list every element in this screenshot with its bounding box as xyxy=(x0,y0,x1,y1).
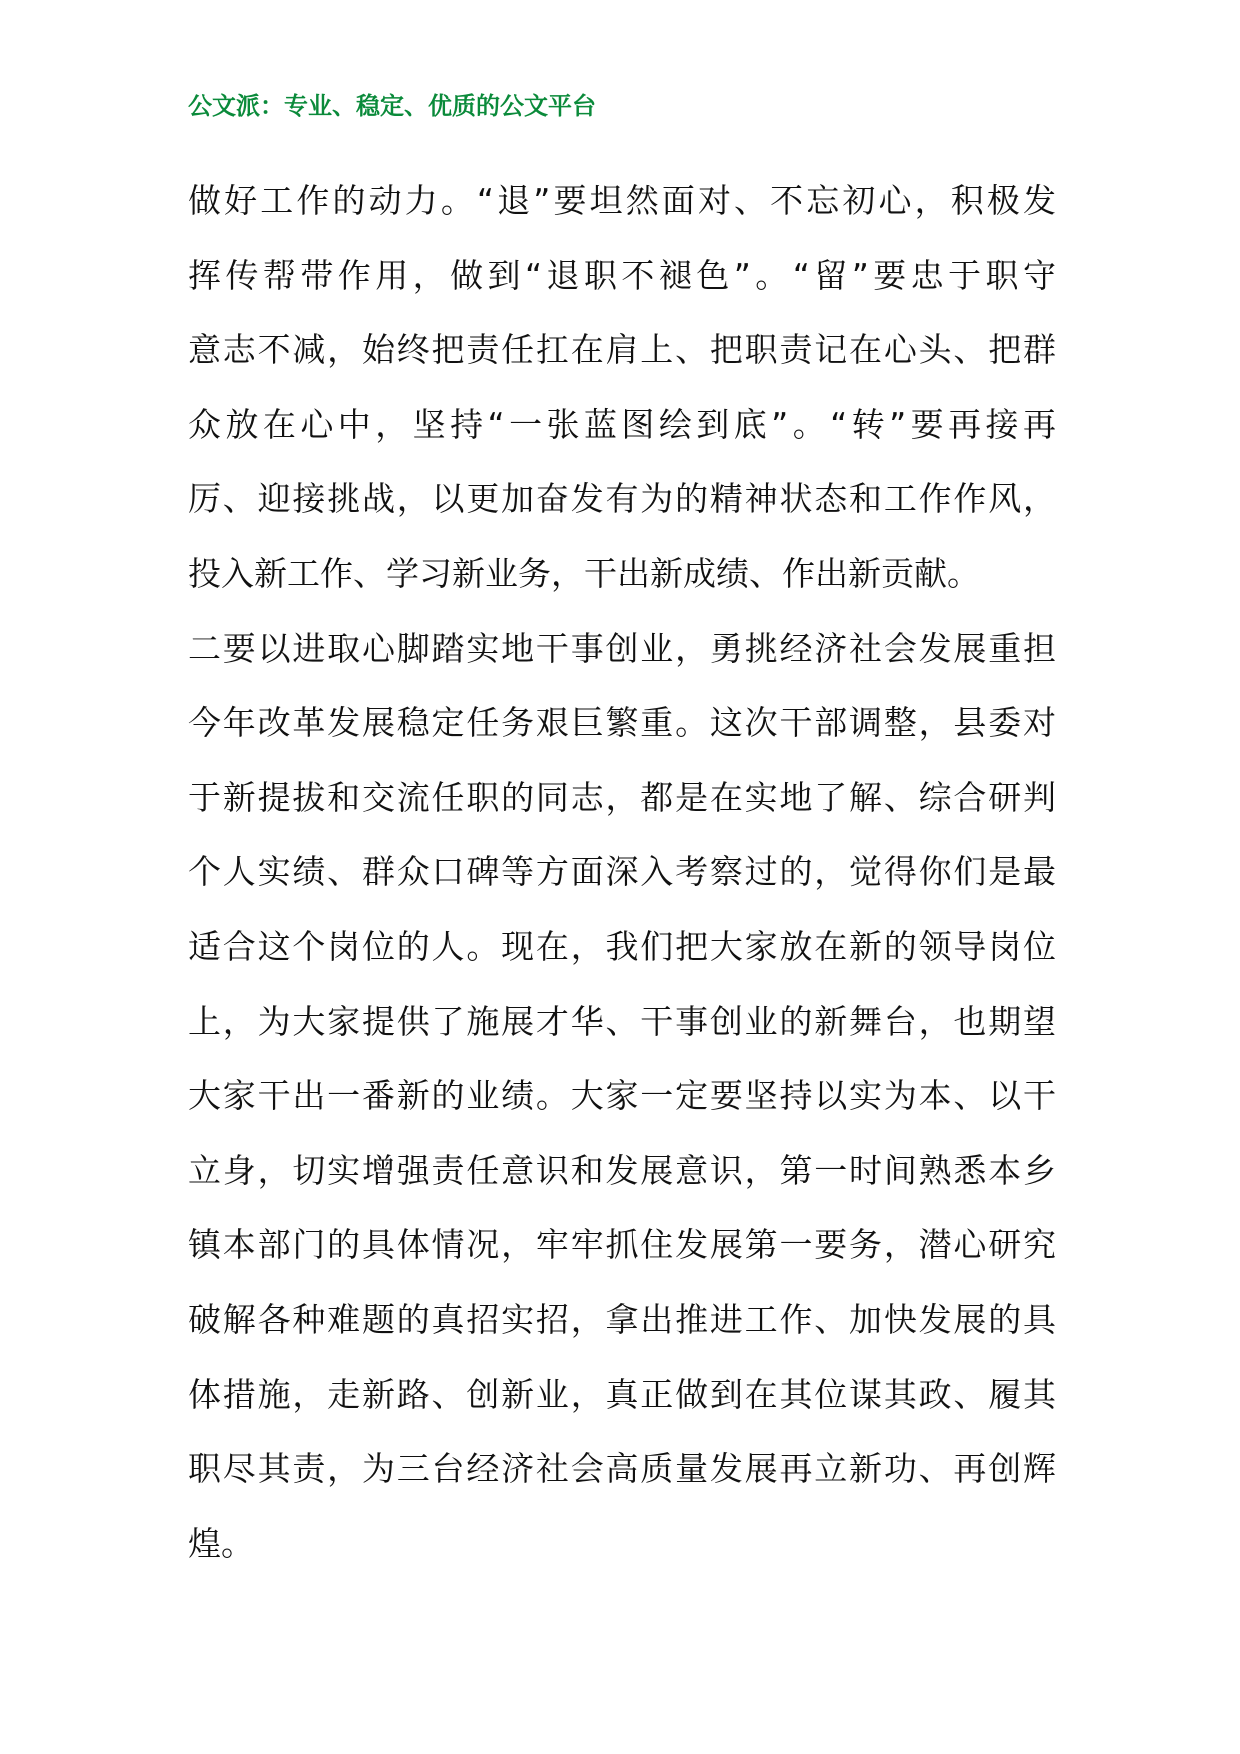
text-line: 职尽其责，为三台经济社会高质量发展再立新功、再创辉 xyxy=(188,1449,1056,1489)
text-line: 个人实绩、群众口碑等方面深入考察过的，觉得你们是最 xyxy=(188,852,1056,892)
text-line: 投入新工作、学习新业务，干出新成绩、作出新贡献。 xyxy=(188,553,980,593)
text-line: 做好工作的动力。“退”要坦然面对、不忘初心，积极发 xyxy=(188,181,1056,220)
text-line: 大家干出一番新的业绩。大家一定要坚持以实为本、以干 xyxy=(188,1076,1056,1116)
text-line: 今年改革发展稳定任务艰巨繁重。这次干部调整，县委对 xyxy=(188,703,1056,743)
text-line: 立身，切实增强责任意识和发展意识，第一时间熟悉本乡 xyxy=(188,1150,1056,1190)
text-line: 意志不减，始终把责任扛在肩上、把职责记在心头、把群 xyxy=(188,330,1056,370)
text-line: 上，为大家提供了施展才华、干事创业的新舞台，也期望 xyxy=(188,1001,1056,1041)
paragraph-2 xyxy=(188,612,1056,1582)
text-line: 镇本部门的具体情况，牢牢抓住发展第一要务，潜心研究 xyxy=(188,1225,1056,1265)
text-line: 挥传帮带作用，做到“退职不褪色”。“留”要忠于职守 xyxy=(188,255,1056,295)
text-line: 破解各种难题的真招实招，拿出推进工作、加快发展的具 xyxy=(188,1299,1056,1339)
text-line: 厉、迎接挑战，以更加奋发有为的精神状态和工作作风， xyxy=(188,479,1056,519)
text-line: 煌。 xyxy=(188,1523,254,1563)
site-header-title: 公文派：专业、稳定、优质的公文平台 xyxy=(188,92,596,120)
document-body xyxy=(188,164,1056,1581)
text-line: 于新提拔和交流任职的同志，都是在实地了解、综合研判 xyxy=(188,777,1056,817)
text-line: 众放在心中，坚持“一张蓝图绘到底”。“转”要再接再 xyxy=(188,404,1056,444)
text-line: 体措施，走新路、创新业，真正做到在其位谋其政、履其 xyxy=(188,1374,1056,1414)
text-line: 二要以进取心脚踏实地干事创业，勇挑经济社会发展重担 xyxy=(188,628,1056,668)
paragraph-1 xyxy=(188,164,1056,612)
text-line: 适合这个岗位的人。现在，我们把大家放在新的领导岗位 xyxy=(188,926,1056,966)
